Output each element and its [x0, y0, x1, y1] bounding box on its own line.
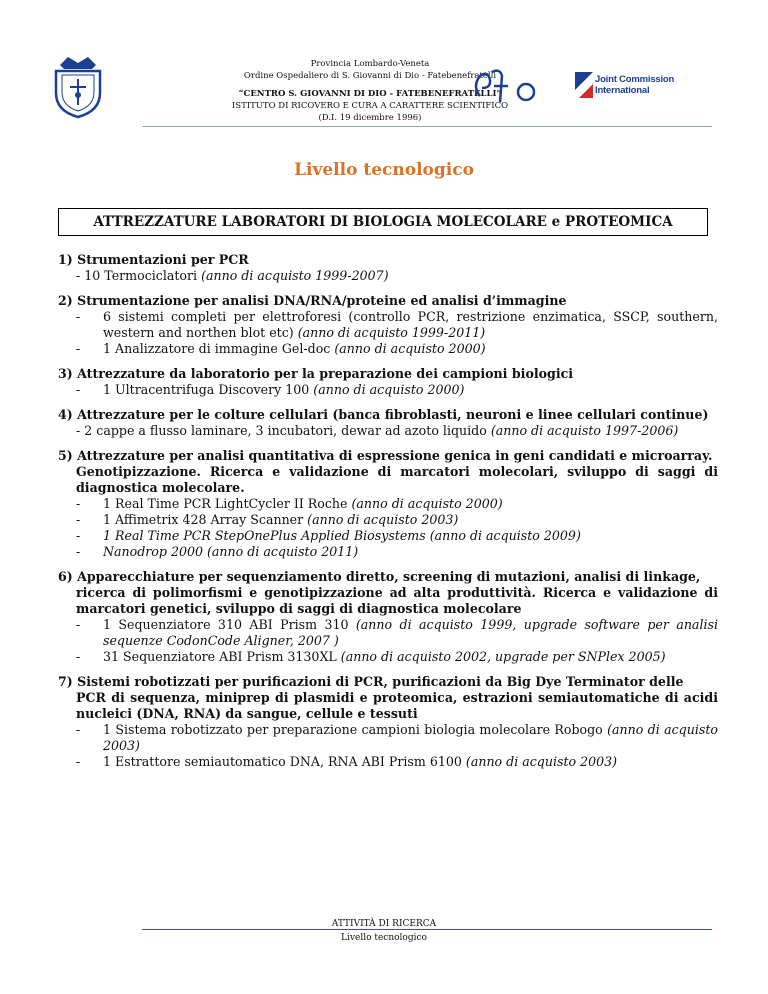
item-text: 1 Estrattore semiautomatico DNA, RNA ABI Prism 6100 [103, 754, 466, 769]
footer-section: ATTIVITÀ DI RICERCA [331, 919, 437, 929]
item-text: 1 Ultracentrifuga Discovery 100 [103, 382, 314, 397]
item-note: (anno di acquisto 2000) [351, 496, 503, 511]
order-line: Ordine Ospedaliero di S. Giovanni di Dio - Fatebenefratelli [243, 71, 497, 81]
list-item: - 1 Sequenziatore 310 ABI Prism 310 (anno di acquisto 1999, upgrade software per analisi sequenze CodonCode Aligner, 2007 ) [76, 617, 718, 648]
list-item: - 6 sistemi completi per elettroforesi (controllo PCR, restrizione enzimatica, SSCP, southern, western and northen blot etc) (anno di acquisto 1999-2011) [76, 309, 718, 340]
list-item: - 1 Real Time PCR LightCycler II Roche (anno di acquisto 2000) [76, 496, 503, 511]
section-banner: ATTREZZATURE LABORATORI DI BIOLOGIA MOLECOLARE e PROTEOMICA [58, 208, 708, 236]
page-footer [0, 918, 768, 944]
item-note: (anno di acquisto 2000) [334, 341, 486, 356]
jci-logo [575, 72, 675, 102]
list-item: - 31 Sequenziatore ABI Prism 3130XL (anno di acquisto 2002, upgrade per SNPlex 2005) [76, 649, 666, 664]
item-note: (anno di acquisto 2003) [103, 722, 718, 753]
efo-logo-icon [470, 66, 550, 108]
section-pcr [58, 252, 718, 284]
item-note: (anno di acquisto 2003) [465, 754, 618, 769]
section-heading [58, 674, 718, 722]
item-note: (anno di acquisto 1997-2006) [490, 423, 679, 438]
page-header [0, 0, 768, 130]
item-note: (anno di acquisto 2000) [313, 382, 465, 397]
list-item: - 1 Sistema robotizzato per preparazione campioni biologia molecolare Robogo (anno di acquisto 2003) [76, 722, 718, 753]
list-item: - 1 Real Time PCR StepOnePlus Applied Biosystems (anno di acquisto 2009) [76, 528, 581, 543]
page-title: Livello tecnologico [294, 160, 474, 180]
item-text: - 2 cappe a flusso laminare, 3 incubatori, dewar ad azoto liquido [76, 423, 491, 438]
list-item: - 1 Analizzatore di immagine Gel-doc (anno di acquisto 2000) [76, 341, 486, 356]
heading-continuation: ricerca di polimorfismi e genotipizzazione ad alta produttività. Ricerca e validazione di marcatori genetici, sviluppo di saggi di diagnostica molecolare [76, 585, 718, 616]
item-note: (anno di acquisto 2003) [307, 512, 459, 527]
item-note: 1 Real Time PCR StepOnePlus Applied Biosystems (anno di acquisto 2009) [103, 528, 581, 543]
item-text: - 10 Termociclatori [76, 268, 202, 283]
section-heading [58, 448, 718, 496]
heading-first-line: 6) Apparecchiature per sequenziamento diretto, screening di mutazioni, analisi di linkage, [58, 569, 701, 584]
jci-flag-icon [575, 72, 593, 98]
section-robotics [58, 674, 718, 770]
item-note: Nanodrop 2000 (anno di acquisto 2011) [103, 544, 359, 559]
jci-line1: Joint Commission [595, 74, 675, 85]
section-sequencing [58, 569, 718, 665]
list-item [58, 423, 718, 439]
section-sample-prep [58, 366, 718, 398]
heading-first-line: 7) Sistemi robotizzati per purificazioni di PCR, purificazioni da Big Dye Terminator delle [58, 674, 684, 689]
section-gene-expression [58, 448, 718, 560]
heading-first-line: 5) Attrezzature per analisi quantitativa di espressione genica in geni candidati e microarray. [58, 448, 713, 463]
section-cell-culture [58, 407, 718, 439]
item-note: (anno di acquisto 1999-2007) [201, 268, 389, 283]
item-text: 31 Sequenziatore ABI Prism 3130XL [103, 649, 341, 664]
province-line: Provincia Lombardo-Veneta [310, 59, 430, 69]
list-item: - 1 Estrattore semiautomatico DNA, RNA ABI Prism 6100 (anno di acquisto 2003) [76, 754, 618, 769]
section-heading [58, 569, 718, 617]
section-dna-analysis [58, 293, 718, 357]
item-text: 6 sistemi completi per elettroforesi (controllo PCR, restrizione enzimatica, SSCP, southern, western and northen blot etc) [103, 309, 718, 340]
jci-line2: International [595, 85, 650, 96]
decree-line: (D.I. 19 dicembre 1996) [318, 113, 422, 123]
footer-divider [142, 929, 712, 930]
equipment-list [58, 252, 718, 779]
section-heading: 1) Strumentazioni per PCR [58, 252, 249, 267]
crest-logo-icon [50, 55, 106, 119]
item-note: (anno di acquisto 1999, upgrade software per analisi sequenze CodonCode Aligner, 2007 ) [103, 617, 718, 648]
item-note: (anno di acquisto 2002, upgrade per SNPlex 2005) [340, 649, 666, 664]
item-note: (anno di acquisto 1999-2011) [297, 325, 486, 340]
list-item [58, 268, 718, 284]
centre-name: “CENTRO S. GIOVANNI DI DIO - FATEBENEFRATELLI” [238, 89, 502, 99]
section-heading: 3) Attrezzature da laboratorio per la preparazione dei campioni biologici [58, 366, 574, 381]
item-text: 1 Sistema robotizzato per preparazione campioni biologia molecolare Robogo [103, 722, 608, 737]
item-text: 1 Sequenziatore 310 ABI Prism 310 [103, 617, 356, 632]
jci-text [595, 74, 674, 96]
institute-type: ISTITUTO DI RICOVERO E CURA A CARATTERE SCIENTIFICO [231, 101, 509, 111]
item-text: 1 Analizzatore di immagine Gel-doc [103, 341, 335, 356]
footer-subtitle: Livello tecnologico [341, 933, 427, 943]
section-heading: 4) Attrezzature per le colture cellulari (banca fibroblasti, neuroni e linee cellulari continue) [58, 407, 709, 422]
header-divider [142, 126, 712, 127]
item-text: 1 Affimetrix 428 Array Scanner [103, 512, 308, 527]
section-heading: 2) Strumentazione per analisi DNA/RNA/proteine ed analisi d’immagine [58, 293, 567, 308]
item-text: 1 Real Time PCR LightCycler II Roche [103, 496, 352, 511]
heading-continuation: PCR di sequenza, miniprep di plasmidi e proteomica, estrazioni semiautomatiche di acidi nucleici (DNA, RNA) da sangue, cellule e tessuti [76, 690, 718, 721]
heading-continuation: Genotipizzazione. Ricerca e validazione di marcatori molecolari, sviluppo di saggi di diagnostica molecolare. [76, 464, 718, 495]
list-item: - Nanodrop 2000 (anno di acquisto 2011) [76, 544, 359, 559]
list-item: - 1 Affimetrix 428 Array Scanner (anno di acquisto 2003) [76, 512, 459, 527]
list-item: - 1 Ultracentrifuga Discovery 100 (anno di acquisto 2000) [76, 382, 465, 397]
